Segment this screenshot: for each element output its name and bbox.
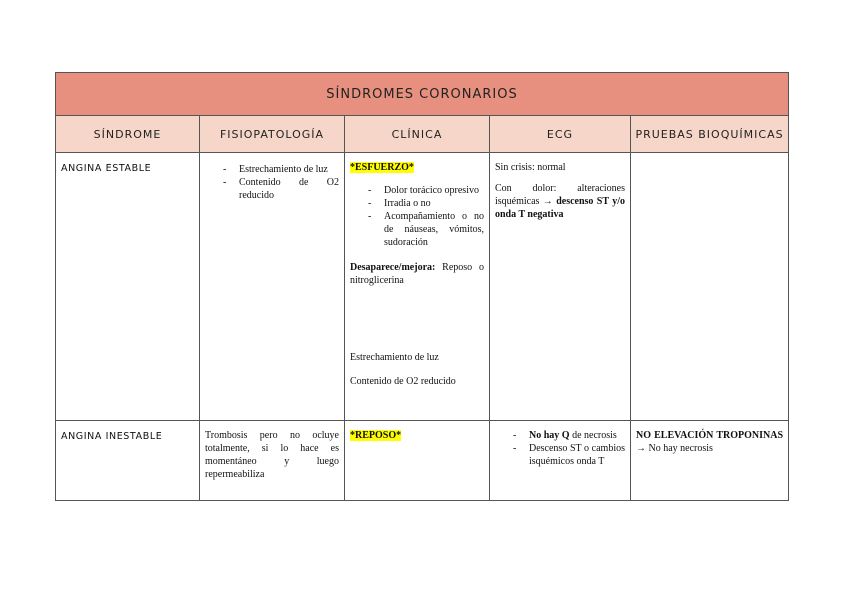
header-pruebas: PRUEBAS BIOQUÍMICAS — [631, 116, 789, 153]
desaparece-text: Reposo o nitroglicerina — [350, 262, 484, 286]
no-hay-q: No hay Q — [529, 430, 570, 441]
list-item: - Acompañamiento o no de náuseas, vómitos, sudoración — [350, 210, 484, 249]
list-item: - Estrechamiento de luz — [205, 163, 339, 176]
ecg-cell — [490, 153, 631, 421]
no-elevacion-troponinas: NO ELEVACIÓN TROPONINAS — [636, 430, 784, 441]
header-clinica: CLÍNICA — [345, 116, 490, 153]
fisiopatologia-cell — [200, 153, 345, 421]
pruebas-cell-empty — [631, 153, 789, 421]
trombosis-text: Trombosis pero no ocluye totalmente, si lo hace es momentáneo y luego repermeabiliza — [205, 430, 339, 480]
ecg-con-dolor: Con dolor: alteraciones isquémicas → — [495, 183, 625, 207]
ecg-cell — [490, 421, 631, 501]
ecg-descenso-st: descenso ST y/o onda T negativa — [495, 196, 625, 220]
de-necrosis: de necrosis — [569, 430, 617, 441]
list-item: - Contenido de O2 reducido — [205, 176, 339, 202]
header-sindrome: SÍNDROME — [56, 116, 200, 153]
clinica-cell — [345, 153, 490, 421]
header-fisiopatologia: FISIOPATOLOGÍA — [200, 116, 345, 153]
fisiopatologia-cell — [200, 421, 345, 501]
table-title: SÍNDROMES CORONARIOS — [56, 73, 789, 116]
list-item — [495, 429, 625, 442]
note-contenido: Contenido de O2 reducido — [350, 376, 456, 387]
highlight-esfuerzo: *ESFUERZO* — [350, 162, 414, 173]
list-item: - Irradia o no — [350, 197, 484, 210]
coronary-syndromes-table — [55, 72, 789, 501]
table-row — [56, 153, 789, 421]
no-hay-necrosis: → No hay necrosis — [636, 443, 713, 454]
ecg-sin-crisis: Sin crisis: normal — [495, 162, 566, 173]
highlight-reposo: *REPOSO* — [350, 430, 402, 441]
note-estrechamiento: Estrechamiento de luz — [350, 352, 439, 363]
table-row — [56, 421, 789, 501]
clinica-cell — [345, 421, 490, 501]
pruebas-cell — [631, 421, 789, 501]
list-item: - Descenso ST o cambios isquémicos onda T — [495, 442, 625, 468]
desaparece-label: Desaparece/mejora: — [350, 262, 436, 273]
row-label-angina-estable: ANGINA ESTABLE — [56, 153, 200, 421]
header-ecg: ECG — [490, 116, 631, 153]
row-label-angina-inestable: ANGINA INESTABLE — [56, 421, 200, 501]
list-item: - Dolor torácico opresivo — [350, 184, 484, 197]
